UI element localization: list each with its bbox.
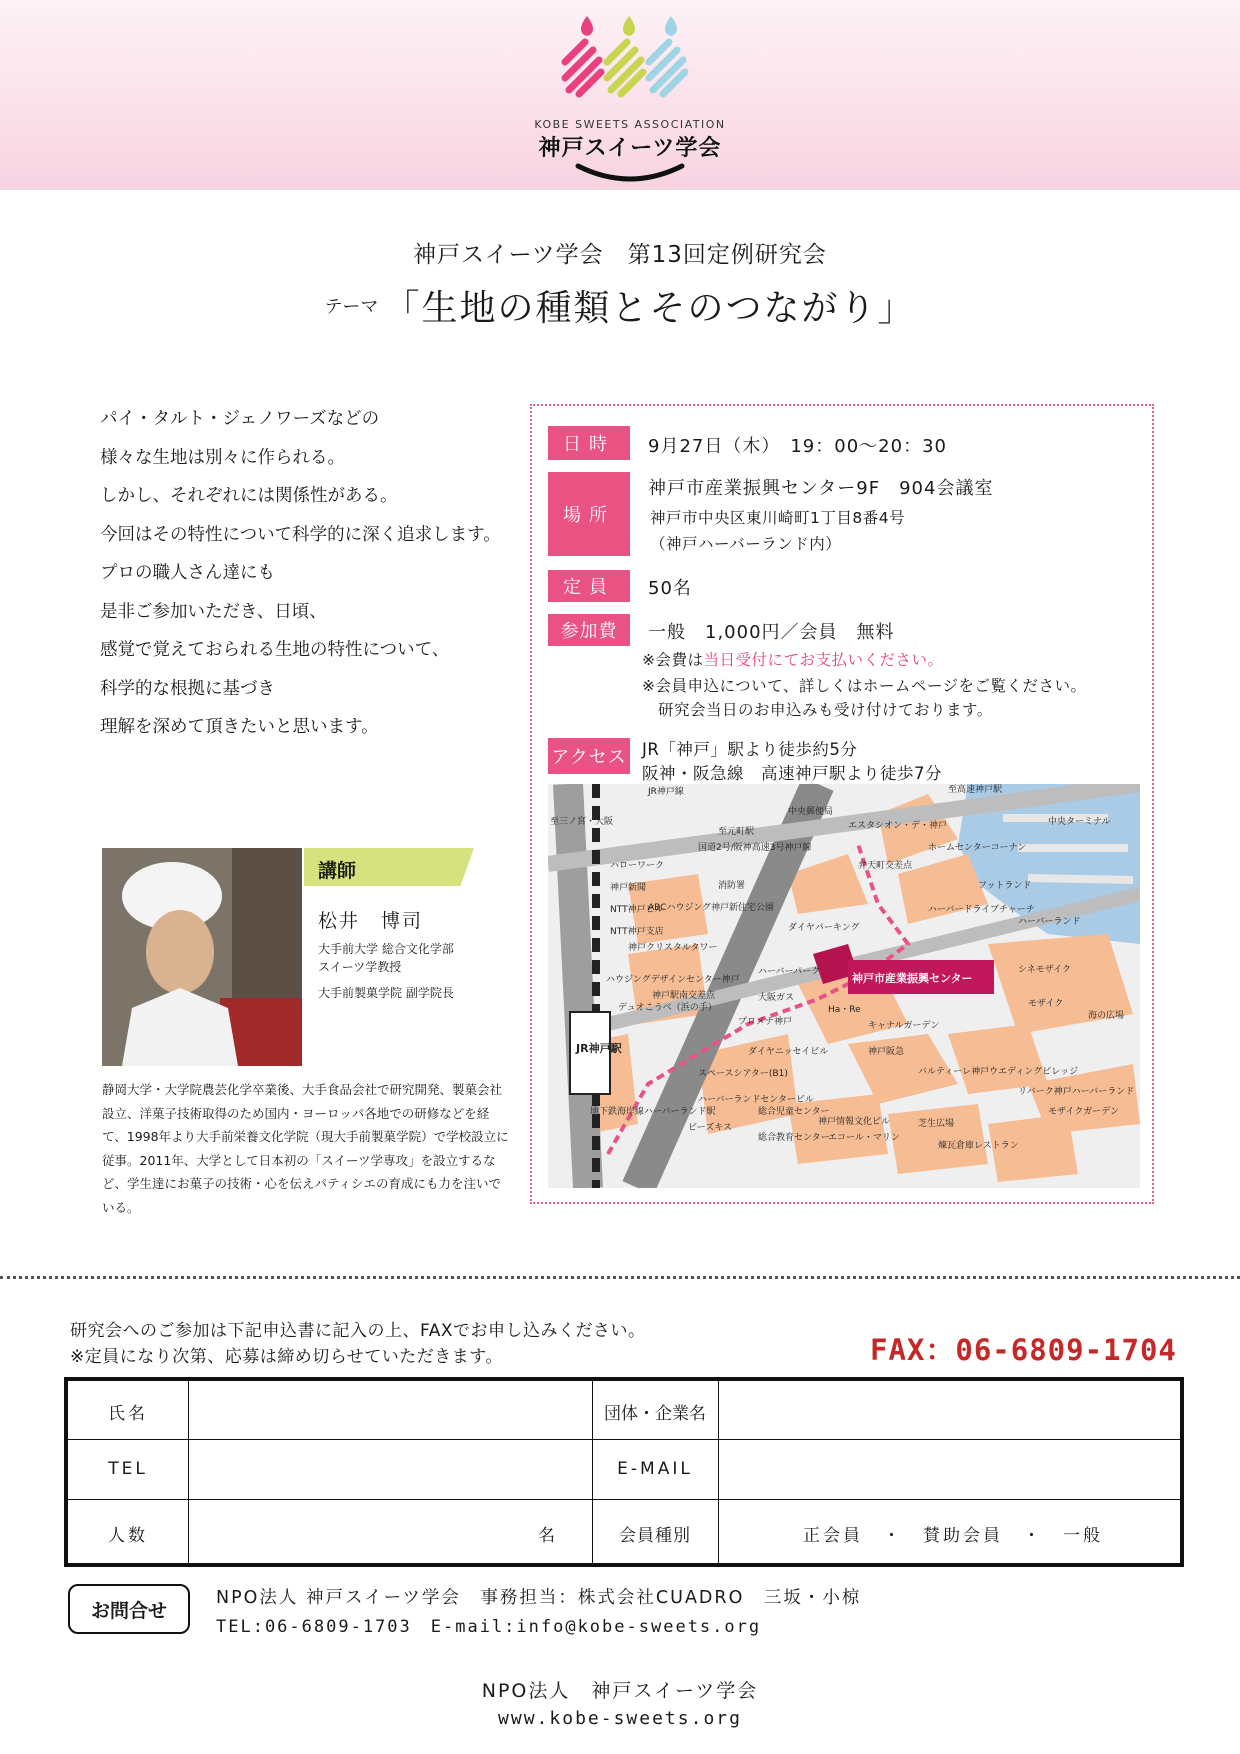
- form-member-type-options[interactable]: 正会員 ・ 賛助会員 ・ 一般: [803, 1526, 1103, 1546]
- logo-mark-icon: [555, 12, 705, 112]
- intro-text: [100, 400, 520, 747]
- lecturer-affiliation-3: 大手前製菓学院 副学院長: [318, 986, 454, 1000]
- map-label: リバーク神戸ハーバーランド: [1018, 1087, 1135, 1097]
- form-count-unit: 名: [538, 1526, 558, 1546]
- lecturer-affiliation-2: スイーツ学教授: [318, 960, 402, 974]
- contact-line-1: NPO法人 神戸スイーツ学会 事務担当：株式会社CUADRO 三坂・小椋: [216, 1588, 862, 1608]
- application-notice-2: ※定員になり次第、応募は締め切らせていただきます。: [70, 1347, 503, 1367]
- access-label: アクセス: [548, 738, 630, 774]
- form-org-field[interactable]: [722, 1387, 1178, 1435]
- footer-url[interactable]: www.kobe-sweets.org: [498, 1708, 742, 1729]
- map-label: ビーズキス: [688, 1123, 733, 1133]
- map-label: 神戸駅南交差点: [652, 991, 716, 1001]
- map-label: エコール・マリン: [828, 1133, 900, 1143]
- footer-org: NPO法人 神戸スイーツ学会: [481, 1680, 759, 1702]
- form-member-type-label: 会員種別: [619, 1526, 691, 1546]
- member-note-2: 研究会当日のお申込みも受け付けております。: [658, 701, 993, 719]
- map-label: 国道2号/阪神高速3号神戸線: [698, 843, 812, 853]
- lecturer-bio: 静岡大学・大学院農芸化学卒業後、大手食品会社で研究開発、製菓会社設立、洋菓子技術取得のため国内・ヨーロッパ各地での研修などを経て、1998年より大手前栄養文化学院（現大手前製菓学院）で学校設立に従事。2011年、大学として日本初の「スイーツ学専攻」を設立するなど、学生達にお菓子の技術・心を伝えパティシエの育成にも力を注いでいる。: [102, 1082, 509, 1215]
- map-label: モザイク: [1028, 999, 1064, 1009]
- lecturer-name: 松井 博司: [318, 910, 424, 932]
- map-label: フットランド: [978, 881, 1032, 891]
- map-label: 総合教育センター: [758, 1133, 830, 1143]
- map-label: 総合児童センター: [758, 1107, 830, 1117]
- fee-note-highlight: 当日受付にてお支払いください。: [703, 651, 944, 669]
- fee-value: 一般 1,000円／会員 無料: [648, 622, 895, 643]
- place-address: 神戸市中央区東川崎町1丁目8番4号: [650, 509, 906, 527]
- form-tel-label: TEL: [108, 1459, 148, 1479]
- fee-note: [642, 648, 944, 670]
- map-venue-label: 神戸市産業振興センター: [852, 972, 973, 985]
- map-label: ホームセンターコーナン: [928, 843, 1027, 853]
- place-note: （神戸ハーバーランド内）: [650, 535, 842, 553]
- datetime-value: 9月27日（木） 19：00〜20：30: [648, 436, 947, 457]
- map-label: 神戸阪急: [868, 1047, 905, 1057]
- map-label: NTT神戸ビル: [610, 905, 664, 915]
- form-count-label: 人数: [108, 1526, 148, 1546]
- form-email-field[interactable]: [722, 1445, 1178, 1495]
- section-divider: [0, 1276, 1240, 1279]
- access-line-1: JR「神戸」駅より徒歩約5分: [642, 740, 858, 759]
- intro-line: 感覚で覚えておられる生地の特性について、: [100, 640, 450, 660]
- application-form: [64, 1377, 1184, 1567]
- lecturer-label: 講師: [318, 860, 357, 882]
- map-label: ABCハウジング神戸新住宅公園: [648, 903, 775, 913]
- place-name: 神戸市産業振興センター9F 904会議室: [648, 478, 994, 499]
- form-name-field[interactable]: [192, 1387, 590, 1435]
- map-label: シネモザイク: [1018, 965, 1071, 975]
- form-tel-field[interactable]: [192, 1445, 590, 1495]
- map-label: ダイヤパーキング: [788, 923, 860, 933]
- map-label: Ha・Re: [828, 1005, 861, 1015]
- map-label: 消防署: [718, 881, 746, 891]
- map-label: 海の広場: [1088, 1011, 1125, 1021]
- capacity-value: 50名: [648, 578, 692, 599]
- map-label: 弁天町交差点: [858, 861, 913, 871]
- map-label: デュオこうべ（浜の手）: [618, 1003, 717, 1013]
- datetime-label: 日時: [548, 426, 630, 460]
- member-note-1: ※会員申込について、詳しくはホームページをご覧ください。: [642, 677, 1087, 695]
- form-email-label: E-MAIL: [617, 1459, 693, 1479]
- map-label: 地下鉄海岸線ハーバーランド駅: [590, 1107, 716, 1117]
- association-logo: [520, 12, 740, 184]
- contact-label: お問合せ: [68, 1584, 190, 1634]
- access-map-drawing: [548, 784, 1140, 1188]
- fax-number: FAX：06-6809-1704: [870, 1333, 1177, 1367]
- theme-text: 「生地の種類とそのつながり」: [383, 288, 916, 329]
- form-name-label: 氏名: [108, 1404, 148, 1424]
- fee-note-prefix: ※会費は: [642, 651, 704, 669]
- logo-smile-icon: [570, 162, 690, 184]
- contact-line-2: TEL:06-6809-1703 E-mail:info@kobe-sweets.org: [216, 1617, 762, 1637]
- map-jr-station-label: JR神戸駅: [576, 1042, 622, 1055]
- intro-line: プロの職人さん達にも: [100, 563, 275, 583]
- map-label: モザイクガーデン: [1048, 1107, 1120, 1117]
- map-label: 中央郵便局: [788, 807, 834, 817]
- map-label: ハーバードライブチャーチ: [928, 905, 1035, 915]
- map-label: 煉瓦倉庫レストラン: [938, 1141, 1019, 1151]
- intro-line: 理解を深めて頂きたいと思います。: [100, 717, 379, 737]
- map-label: ハーバーランド: [1018, 917, 1081, 927]
- access-line-2: 阪神・阪急線 高速神戸駅より徒歩7分: [642, 764, 942, 783]
- logo-english-text: KOBE SWEETS ASSOCIATION: [534, 118, 726, 131]
- map-label: 大阪ガス: [758, 993, 795, 1003]
- map-label: ハーバーパーク: [758, 967, 821, 977]
- application-notice-1: 研究会へのご参加は下記申込書に記入の上、FAXでお申し込みください。: [70, 1321, 646, 1341]
- intro-line: 是非ご参加いただき、日頃、: [100, 601, 327, 622]
- lecturer-photo-drawing: [102, 848, 302, 1066]
- map-label: 至三ノ宮・大阪: [550, 817, 614, 827]
- intro-line: 今回はその特性について科学的に深く追求します。: [100, 524, 501, 545]
- intro-line: パイ・タルト・ジェノワーズなどの: [100, 409, 380, 429]
- map-label: プロメナ神戸: [738, 1017, 793, 1027]
- place-label: 場所: [548, 472, 630, 556]
- map-label: ダイヤニッセイビル: [748, 1047, 829, 1057]
- theme-label: テーマ: [324, 296, 379, 318]
- map-label: NTT神戸支店: [610, 927, 664, 937]
- intro-line: 科学的な根拠に基づき: [100, 678, 275, 699]
- access-map: [548, 784, 1140, 1188]
- map-label: ハローワーク: [610, 861, 665, 871]
- capacity-label: 定員: [548, 570, 630, 602]
- map-label: エスタシオン・デ・神戸: [848, 821, 948, 831]
- map-label: ハウジングデザインセンター神戸: [606, 975, 740, 985]
- event-title: 神戸スイーツ学会 第13回定例研究会: [413, 242, 827, 268]
- map-label: 神戸情報文化ビル: [818, 1117, 891, 1127]
- map-label: スペースシアター(B1): [698, 1069, 788, 1079]
- fee-label: 参加費: [548, 614, 630, 646]
- map-label: 至高速神戸駅: [948, 785, 1003, 795]
- event-theme: [0, 280, 1240, 331]
- lecturer-photo: [102, 848, 302, 1066]
- map-label: 神戸新聞: [610, 883, 647, 893]
- form-org-label: 団体・企業名: [604, 1404, 706, 1424]
- map-label: 神戸クリスタルタワー: [628, 943, 718, 953]
- map-label: JR神戸線: [648, 787, 684, 797]
- map-label: 中央ターミナル: [1048, 817, 1111, 827]
- map-label: 至元町駅: [718, 827, 755, 837]
- intro-line: 様々な生地は別々に作られる。: [100, 447, 345, 468]
- logo-japanese-text: 神戸スイーツ学会: [538, 136, 722, 161]
- lecturer-affiliation-1: 大手前大学 総合文化学部: [318, 942, 454, 956]
- map-label: バルティーレ神戸ウエディングビレッジ: [918, 1067, 1079, 1077]
- map-label: 芝生広場: [918, 1119, 955, 1129]
- intro-line: しかし、それぞれには関係性がある。: [100, 486, 398, 506]
- map-label: キャナルガーデン: [868, 1021, 940, 1031]
- map-label: ハーバーランドセンタービル: [698, 1095, 814, 1105]
